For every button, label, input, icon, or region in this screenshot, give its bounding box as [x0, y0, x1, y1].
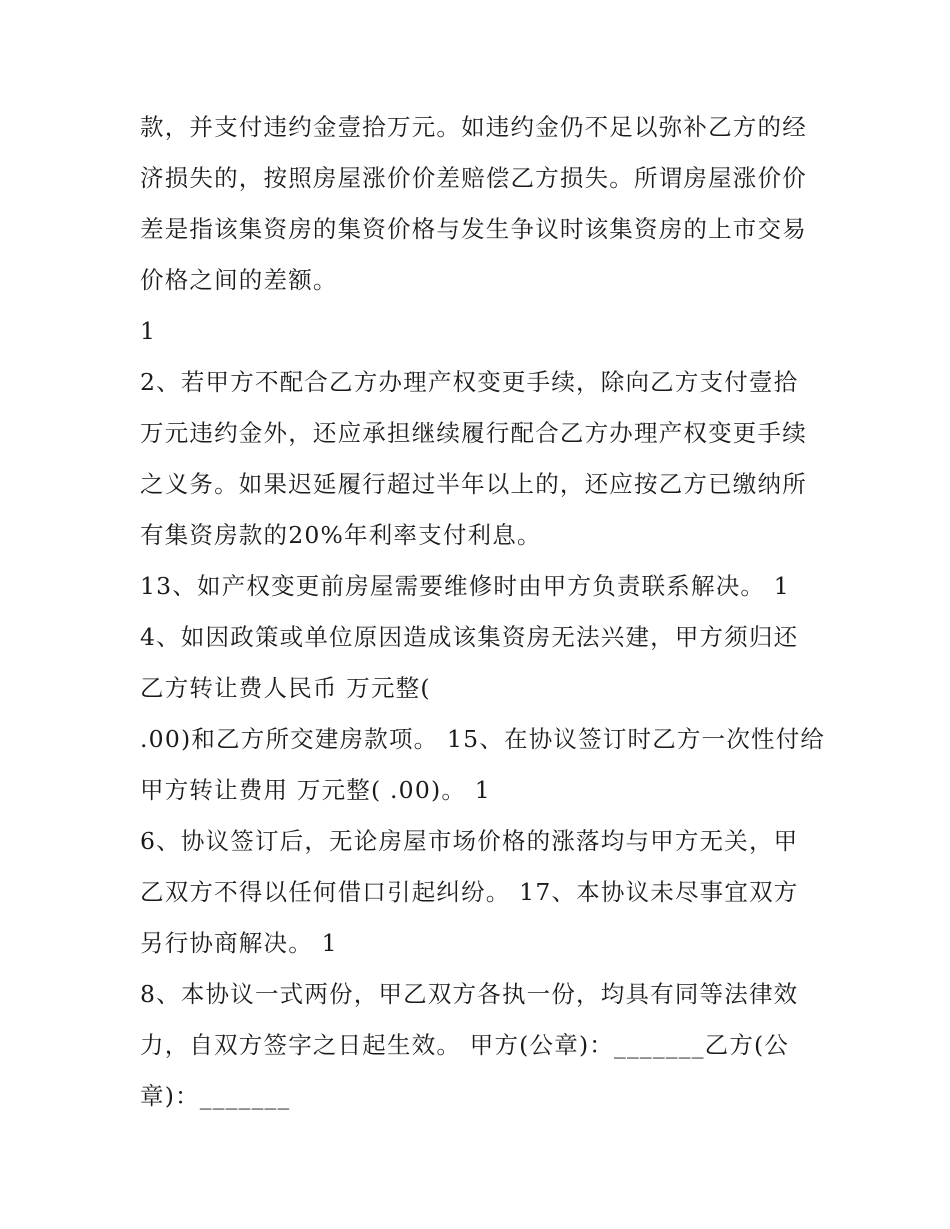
text-line: .00)和乙方所交建房款项。 15、在协议签订时乙方一次性付给 — [140, 725, 826, 753]
text-line: 价格之间的差额。 — [140, 266, 338, 294]
text-line: 甲方转让费用 万元整( .00)。 1 — [140, 776, 491, 804]
text-line: 万元违约金外，还应承担继续履行配合乙方办理产权变更手续 — [140, 419, 807, 447]
text-line: 差是指该集资房的集资价格与发生争议时该集资房的上市交易 — [140, 215, 807, 243]
text-line: 另行协商解决。 1 — [140, 929, 338, 957]
text-line: 1 — [140, 317, 157, 345]
text-line: 济损失的，按照房屋涨价价差赔偿乙方损失。所谓房屋涨价价 — [140, 164, 807, 192]
text-line: 力，自双方签字之日起生效。 甲方(公章)：_______乙方(公 — [140, 1031, 790, 1059]
text-line: 8、本协议一式两份，甲乙双方各执一份，均具有同等法律效 — [140, 980, 799, 1008]
text-line: 章)：_______ — [140, 1082, 291, 1110]
text-line: 6、协议签订后，无论房屋市场价格的涨落均与甲方无关，甲 — [140, 827, 799, 855]
text-line: 有集资房款的20%年利率支付利息。 — [140, 521, 542, 549]
text-line: 4、如因政策或单位原因造成该集资房无法兴建，甲方须归还 — [140, 623, 799, 651]
document-body — [140, 102, 826, 1122]
text-line: 13、如产权变更前房屋需要维修时由甲方负责联系解决。 1 — [140, 572, 790, 600]
text-line: 款，并支付违约金壹拾万元。如违约金仍不足以弥补乙方的经 — [140, 113, 807, 141]
text-line: 乙方转让费人民币 万元整( — [140, 674, 431, 702]
text-line: 乙双方不得以任何借口引起纠纷。 17、本协议未尽事宜双方 — [140, 878, 799, 906]
text-line: 2、若甲方不配合乙方办理产权变更手续，除向乙方支付壹拾 — [140, 368, 799, 396]
text-line: 之义务。如果迟延履行超过半年以上的，还应按乙方已缴纳所 — [140, 470, 807, 498]
